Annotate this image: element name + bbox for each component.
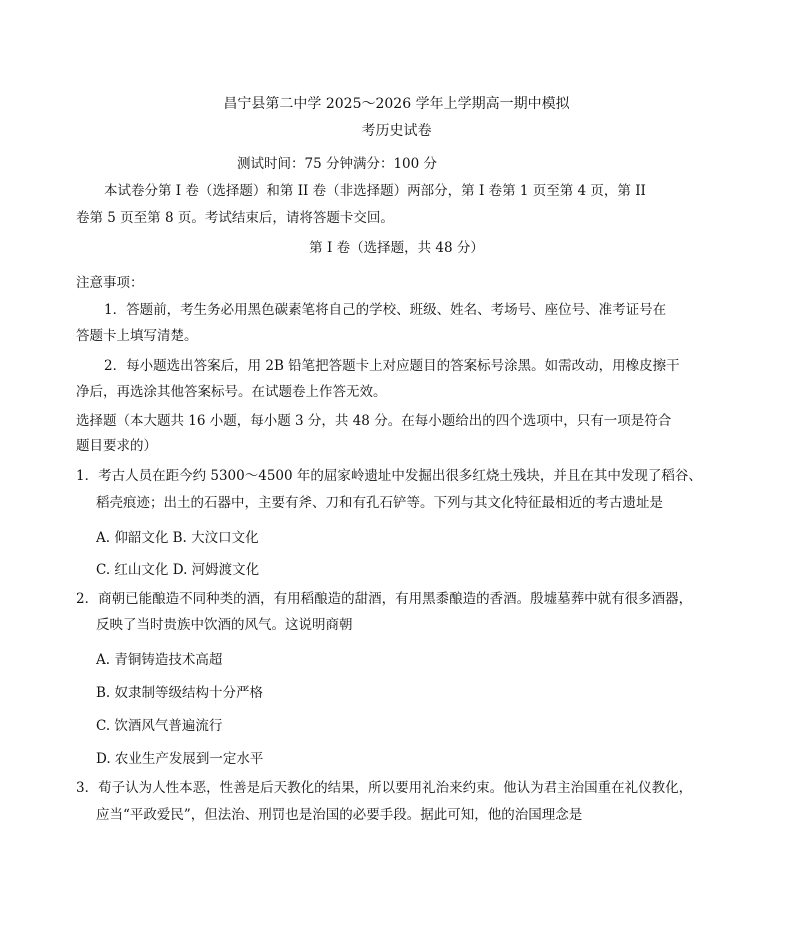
question1-stem-line1: 1．考古人员在距今约 5300～4500 年的屈家岭遗址中发掘出很多红烧土残块，并且在其中发现了稻谷、 — [76, 468, 702, 484]
question2-option-b: B. 奴隶制等级结构十分严格 — [96, 685, 264, 701]
question2-stem-line2: 反映了当时贵族中饮酒的风气。这说明商朝 — [96, 617, 353, 633]
question1-stem-line2: 稻壳痕迹；出土的石器中，主要有斧、刀和有孔石铲等。下列与其文化特征最相近的考古遗址是 — [96, 495, 663, 511]
note1-line1: 1．答题前，考生务必用黑色碳素笔将自己的学校、班级、姓名、考场号、座位号、准考证号在 — [104, 302, 667, 318]
choice-intro-line1: 选择题（本大题共 16 小题，每小题 3 分，共 48 分。在每小题给出的四个选项中，只有一项是符合 — [76, 413, 672, 429]
note2-line1: 2．每小题选出答案后，用 2B 铅笔把答题卡上对应题目的答案标号涂黑。如需改动，用橡皮擦干 — [104, 358, 680, 374]
note1-line2: 答题卡上填写清楚。 — [76, 328, 198, 344]
question3-stem-line2: 应当“平政爱民”，但法治、刑罚也是治国的必要手段。据此可知，他的治国理念是 — [96, 807, 583, 823]
exam-title-line1: 昌宁县第二中学 2025～2026 学年上学期高一期中模拟 — [223, 96, 570, 112]
question1-option-cd: C. 红山文化 D. 河姆渡文化 — [96, 562, 260, 578]
exam-time-info: 测试时间：75 分钟满分：100 分 — [237, 156, 438, 172]
intro-line2: 卷第 5 页至第 8 页。考试结束后，请将答题卡交回。 — [76, 210, 394, 226]
intro-line1: 本试卷分第 I 卷（选择题）和第 II 卷（非选择题）两部分，第 I 卷第 1 页至第 4 页，第 II — [104, 183, 646, 199]
choice-intro-line2: 题目要求的） — [76, 438, 157, 454]
notes-heading: 注意事项： — [76, 275, 144, 291]
question2-option-d: D. 农业生产发展到一定水平 — [96, 751, 264, 767]
question2-option-c: C. 饮酒风气普遍流行 — [96, 718, 223, 734]
question3-stem-line1: 3．荀子认为人性本恶，性善是后天教化的结果，所以要用礼治来约束。他认为君主治国重在礼仪教化， — [76, 780, 693, 796]
question2-option-a: A. 青铜铸造技术高超 — [96, 652, 223, 668]
question2-stem-line1: 2．商朝已能酿造不同种类的酒，有用稻酿造的甜酒，有用黑黍酿造的香酒。殷墟墓葬中就有很多酒器， — [76, 591, 693, 607]
section1-title: 第 I 卷（选择题，共 48 分） — [309, 240, 484, 256]
exam-title-line2: 考历史试卷 — [361, 123, 432, 139]
note2-line2: 净后，再选涂其他答案标号。在试题卷上作答无效。 — [76, 384, 387, 400]
question1-option-ab: A. 仰韶文化 B. 大汶口文化 — [96, 530, 259, 546]
